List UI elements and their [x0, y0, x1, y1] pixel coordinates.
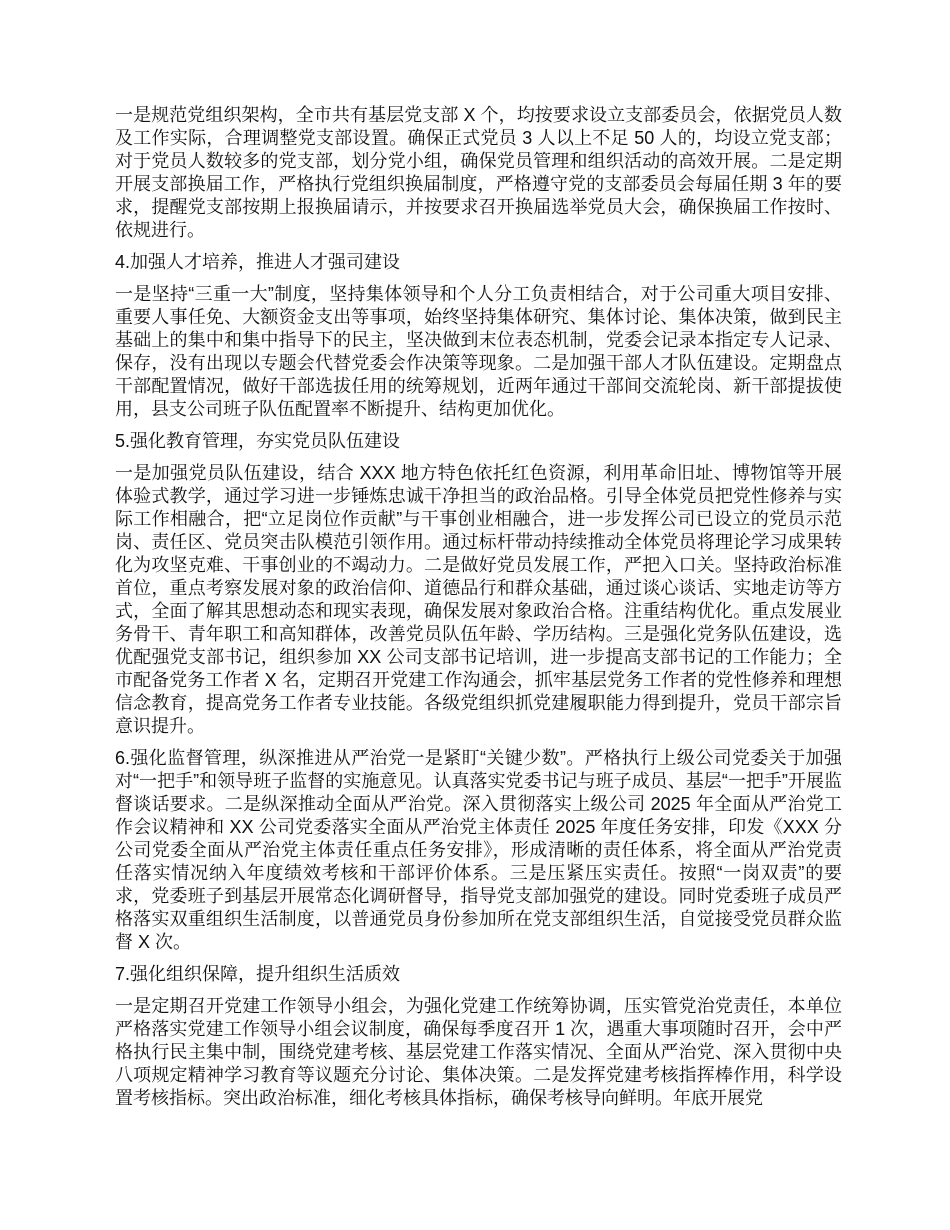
section-heading-4-talent: 4.加强人才培养，推进人才强司建设	[115, 252, 401, 272]
document-text-block	[115, 104, 842, 1119]
paragraph-6-supervision: 6.强化监督管理，纵深推进从严治党一是紧盯“关键少数”。严格执行上级公司党委关于加强对“一把手”和领导班子监督的实施意见。认真落实党委书记与班子成员、基层“一把手”开展监督谈话要求。二是纵深推动全面从严治党。深入贯彻落实上级公司 2025 年全面从严治党工作会议精神和 XX 公司党委落实全面从严治党主体责任 2025 年度任务安排，印发《XXX 分公司党委全面从严治党主体责任重点任务安排》，形成清晰的责任体系，将全面从严治党责任落实情况纳入年度绩效考核和干部评价体系。三是压紧压实责任。按照“一岗双责”的要求，党委班子到基层开展常态化调研督导，指导党支部加强党的建设。同时党委班子成员严格落实双重组织生活制度，以普通党员身份参加所在党支部组织生活，自觉接受党员群众监督 X 次。	[115, 748, 842, 952]
paragraph-org-structure: 一是规范党组织架构，全市共有基层党支部 X 个，均按要求设立支部委员会，依据党员人数及工作实际，合理调整党支部设置。确保正式党员 3 人以上不足 50 人的，均设立党支部；对于党员人数较多的党支部，划分党小组，确保党员管理和组织活动的高效开展。二是定期开展支部换届工作，严格执行党组织换届制度，严格遵守党的支部委员会每届任期 3 年的要求，提醒党支部按期上报换届请示，并按要求召开换届选举党员大会，确保换届工作按时、依规进行。	[115, 105, 842, 240]
paragraph-member-education: 一是加强党员队伍建设，结合 XXX 地方特色依托红色资源，利用革命旧址、博物馆等开展体验式教学，通过学习进一步锤炼忠诚干净担当的政治品格。引导全体党员把党性修养与实际工作相融合，把“立足岗位作贡献”与干事创业相融合，进一步发挥公司已设立的党员示范岗、责任区、党员突击队模范引领作用。通过标杆带动持续推动全体党员将理论学习成果转化为攻坚克难、干事创业的不竭动力。二是做好党员发展工作，严把入口关。坚持政治标准首位，重点考察发展对象的政治信仰、道德品行和群众基础，通过谈心谈话、实地走访等方式，全面了解其思想动态和现实表现，确保发展对象政治合格。注重结构优化。重点发展业务骨干、青年职工和高知群体，改善党员队伍年龄、学历结构。三是强化党务队伍建设，选优配强党支部书记，组织参加 XX 公司支部书记培训，进一步提高支部书记的工作能力；全市配备党务工作者 X 名，定期召开党建工作沟通会，抓牢基层党务工作者的党性修养和理想信念教育，提高党务工作者专业技能。各级党组织抓党建履职能力得到提升，党员干部宗旨意识提升。	[115, 463, 842, 736]
section-heading-7-organization: 7.强化组织保障，提升组织生活质效	[115, 964, 401, 984]
paragraph-talent-development: 一是坚持“三重一大”制度，坚持集体领导和个人分工负责相结合，对于公司重大项目安排、重要人事任免、大额资金支出等事项，始终坚持集体研究、集体讨论、集体决策，做到民主基础上的集中和集中指导下的民主，坚决做到末位表态机制，党委会记录本指定专人记录、保存，没有出现以专题会代替党委会作决策等现象。二是加强干部人才队伍建设。定期盘点干部配置情况，做好干部选拔任用的统筹规划，近两年通过干部间交流轮岗、新干部提拔使用，县支公司班子队伍配置率不断提升、结构更加优化。	[115, 284, 842, 419]
paragraph-org-safeguard: 一是定期召开党建工作领导小组会，为强化党建工作统筹协调，压实管党治党责任，本单位严格落实党建工作领导小组会议制度，确保每季度召开 1 次，遇重大事项随时召开，会中严格执行民主集中制，围绕党建考核、基层党建工作落实情况、全面从严治党、深入贯彻中央八项规定精神学习教育等议题充分讨论、集体决策。二是发挥党建考核指挥棒作用，科学设置考核指标。突出政治标准，细化考核具体指标，确保考核导向鲜明。年底开展党	[115, 996, 842, 1108]
section-heading-5-education: 5.强化教育管理，夯实党员队伍建设	[115, 431, 401, 451]
